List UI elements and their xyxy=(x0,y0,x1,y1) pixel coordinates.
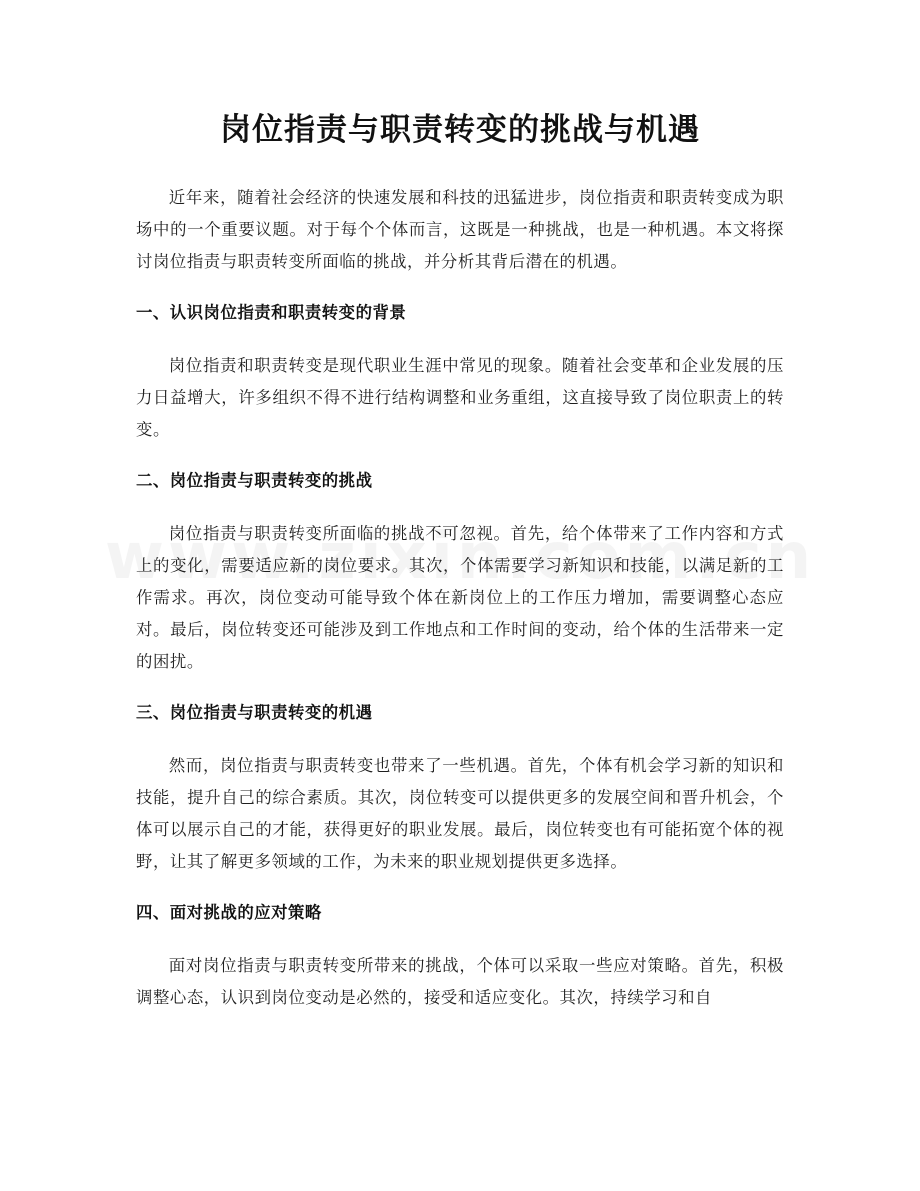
section-heading-4: 四、面对挑战的应对策略 xyxy=(136,903,322,922)
section-heading-3: 三、岗位指责与职责转变的机遇 xyxy=(136,703,373,722)
page-title: 岗位指责与职责转变的挑战与机遇 xyxy=(220,112,700,148)
section-heading-2: 二、岗位指责与职责转变的挑战 xyxy=(136,471,373,490)
intro-paragraph: 近年来，随着社会经济的快速发展和科技的迅猛进步，岗位指责和职责转变成为职场中的一个重要议题。对于每个个体而言，这既是一种挑战，也是一种机遇。本文将探讨岗位指责与职责转变所面临的挑战，并分析其背后潜在的机遇。 xyxy=(136,188,784,271)
section-body-4: 面对岗位指责与职责转变所带来的挑战，个体可以采取一些应对策略。首先，积极调整心态，认识到岗位变动是必然的，接受和适应变化。其次，持续学习和自 xyxy=(136,956,784,1007)
section-heading-1: 一、认识岗位指责和职责转变的背景 xyxy=(136,303,407,322)
section-body-1: 岗位指责和职责转变是现代职业生涯中常见的现象。随着社会变革和企业发展的压力日益增大，许多组织不得不进行结构调整和业务重组，这直接导致了岗位职责上的转变。 xyxy=(136,356,784,439)
section-body-2: 岗位指责与职责转变所面临的挑战不可忽视。首先，给个体带来了工作内容和方式上的变化，需要适应新的岗位要求。其次，个体需要学习新知识和技能，以满足新的工作需求。再次，岗位变动可能导致个体在新岗位上的工作压力增加，需要调整心态应对。最后，岗位转变还可能涉及到工作地点和工作时间的变动，给个体的生活带来一定的困扰。 xyxy=(136,524,784,671)
document-body xyxy=(136,182,784,1014)
section-body-3: 然而，岗位指责与职责转变也带来了一些机遇。首先，个体有机会学习新的知识和技能，提升自己的综合素质。其次，岗位转变可以提供更多的发展空间和晋升机会，个体可以展示自己的才能，获得更好的职业发展。最后，岗位转变也有可能拓宽个体的视野，让其了解更多领域的工作，为未来的职业规划提供更多选择。 xyxy=(136,756,784,871)
